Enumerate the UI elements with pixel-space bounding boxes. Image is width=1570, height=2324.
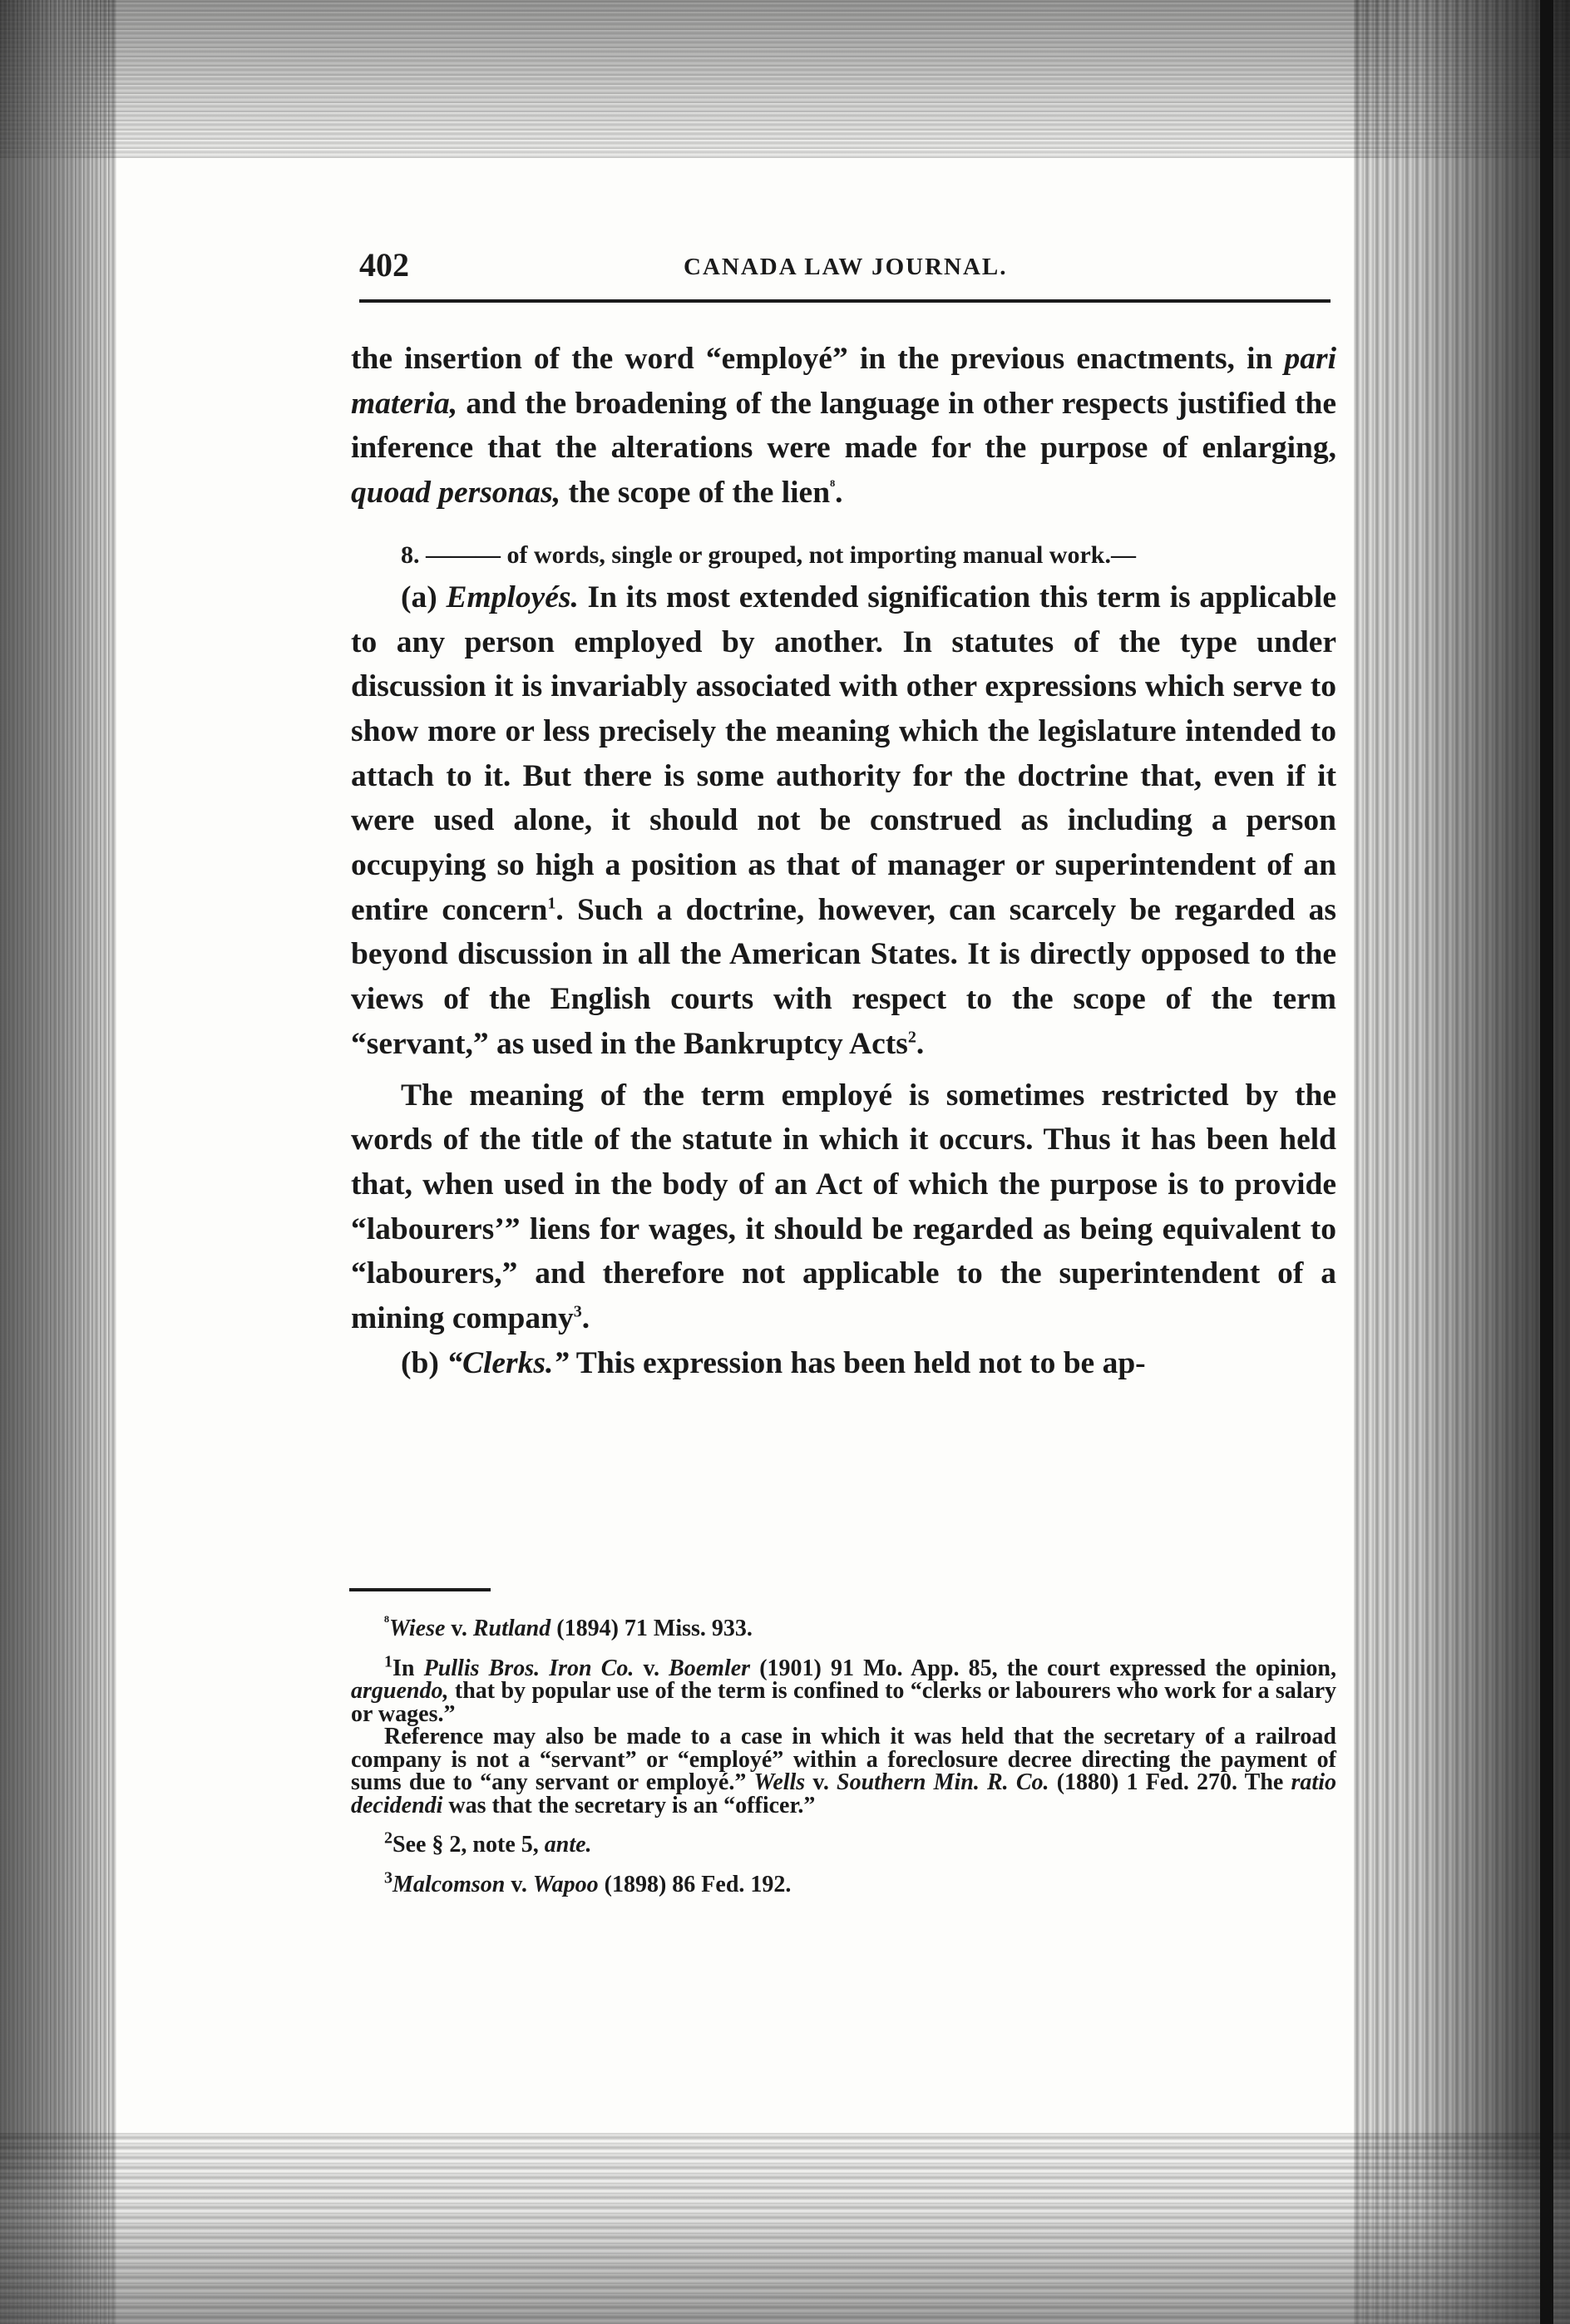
page-header — [359, 245, 1331, 287]
scan-edge-top — [0, 0, 1570, 158]
text-run: (a) — [401, 580, 447, 614]
footnote-ref: ⁸ — [830, 476, 836, 496]
italic-run: ante. — [544, 1832, 592, 1858]
italic-run: Wiese — [389, 1616, 446, 1641]
section-heading: 8. ——— of words, single or grouped, not importing manual work.— — [401, 540, 1136, 569]
italic-run: Wapoo — [532, 1871, 599, 1897]
paragraph-continued: the insertion of the word “employé” in the previous enactments, in pari materia, and the broadening of the language in other respects justified the inference that the alterations were made for the purpose of enlarging, quoad personas, the scope of the lien$^{^8}$. — [351, 342, 1336, 511]
italic-run: Pullis Bros. Iron Co. — [423, 1655, 634, 1681]
italic-run: “Clerks.” — [447, 1345, 570, 1380]
italic-run: quoad personas, — [351, 476, 561, 511]
footnote-8 — [351, 1612, 1336, 1641]
footnote-mark: 2 — [384, 1828, 392, 1848]
book-spine-shadow — [1540, 0, 1553, 2324]
header-rule — [359, 299, 1331, 303]
running-head: CANADA LAW JOURNAL. — [684, 254, 1008, 280]
text-run: (1901) 91 Mo. App. 85, the court expressed the opinion, — [750, 1655, 1336, 1681]
text-run: v. — [445, 1616, 473, 1641]
text-run: In its most extended signification this term is applicable to any person employed by another. In statutes of the type under discussion it is invariably associated with other expressions which serve to show more or less precisely the meaning which the legislature intended to attach to it. But there is some authority for the doctrine that, even if it were used alone, it should not be construed as including a person occupying so high a position as that of manager or superintendent of an entire concern — [351, 580, 1336, 927]
footnote-mark: 1 — [384, 1652, 392, 1671]
text-run: the insertion of the word “employé” in the previous enactments, in — [351, 342, 1285, 376]
italic-run: Southern Min. R. Co. — [837, 1769, 1049, 1795]
scan-edge-right — [1354, 0, 1570, 2324]
footnote-mark: ⁸ — [384, 1612, 389, 1631]
text-run: and the broadening of the language in other respects justified the inference that the alterations were made for the purpose of enlarging, — [351, 386, 1336, 466]
text-run: v. — [634, 1655, 669, 1681]
paragraph-employes — [351, 575, 1336, 1067]
body-text — [351, 337, 1336, 1385]
paragraph-clerks — [351, 1341, 1336, 1386]
text-run: In — [392, 1655, 424, 1681]
text-run: v. — [505, 1871, 533, 1897]
scan-edge-left — [0, 0, 116, 2324]
footnote-ref: 2 — [907, 1028, 916, 1047]
text-run: See § 2, note 5, — [392, 1832, 545, 1858]
text-run: that by popular use of the term is confined to “clerks or labourers who work for a salary or wages.” — [351, 1678, 1336, 1727]
page-number: 402 — [359, 246, 409, 284]
footnote-ref: 3 — [573, 1302, 582, 1321]
text-run: This expression has been held not to be ap- — [569, 1345, 1146, 1380]
italic-run: pari materia, — [351, 342, 1336, 421]
text-run: v. — [805, 1769, 837, 1795]
italic-run: Boemler — [669, 1655, 751, 1681]
footnote-ref: 1 — [547, 894, 556, 913]
footnote-mark: 3 — [384, 1868, 392, 1887]
italic-run: Rutland — [472, 1616, 551, 1641]
paragraph-title-restriction — [351, 1073, 1336, 1341]
footnote-2 — [351, 1828, 1336, 1858]
italic-run: Employés. — [446, 580, 579, 614]
italic-run: Wells — [753, 1769, 806, 1795]
text-run: (b) — [401, 1345, 447, 1380]
footnote-1-continued — [351, 1725, 1336, 1817]
text-run: . — [581, 1301, 590, 1336]
footnote-1 — [351, 1652, 1336, 1727]
footnotes — [351, 1612, 1336, 1897]
text-run: (1894) 71 Miss. 933. — [550, 1616, 753, 1641]
text-run: Reference may also be made to a case in which it was held that the secretary of a railroad company is not a “servant” or “employé” within a foreclosure decree directing the payment of sums due to “any servant or employé.” — [351, 1724, 1336, 1795]
text-run: (1898) 86 Fed. 192. — [598, 1871, 792, 1897]
footnote-rule — [349, 1588, 491, 1591]
text-run: the scope of the lien — [560, 476, 831, 511]
text-run: (1880) 1 Fed. 270. The — [1049, 1769, 1291, 1795]
text-run: The meaning of the term employé is sometimes restricted by the words of the title of the statute in which it occurs. Thus it has been held that, when used in the body of an Act of which the purpose is to provide “labourers’” liens for wages, it should be regarded as being equivalent to “labourers,” and therefore not applicable to the superintendent of a mining company — [351, 1078, 1336, 1336]
footnote-3 — [351, 1868, 1336, 1897]
italic-run: arguendo, — [351, 1678, 449, 1704]
scan-edge-bottom — [0, 2133, 1570, 2324]
italic-run: ratio decidendi — [351, 1769, 1336, 1818]
text-run: was that the secretary is an “officer.” — [442, 1792, 816, 1818]
text-run: . — [916, 1026, 925, 1061]
text-run: . Such a doctrine, however, can scarcely be regarded as beyond discussion in all the American States. It is directly opposed to the views of the English courts with respect to the scope of the term “servant,” as used in the Bankruptcy Acts — [351, 892, 1336, 1061]
italic-run: Malcomson — [392, 1871, 506, 1897]
